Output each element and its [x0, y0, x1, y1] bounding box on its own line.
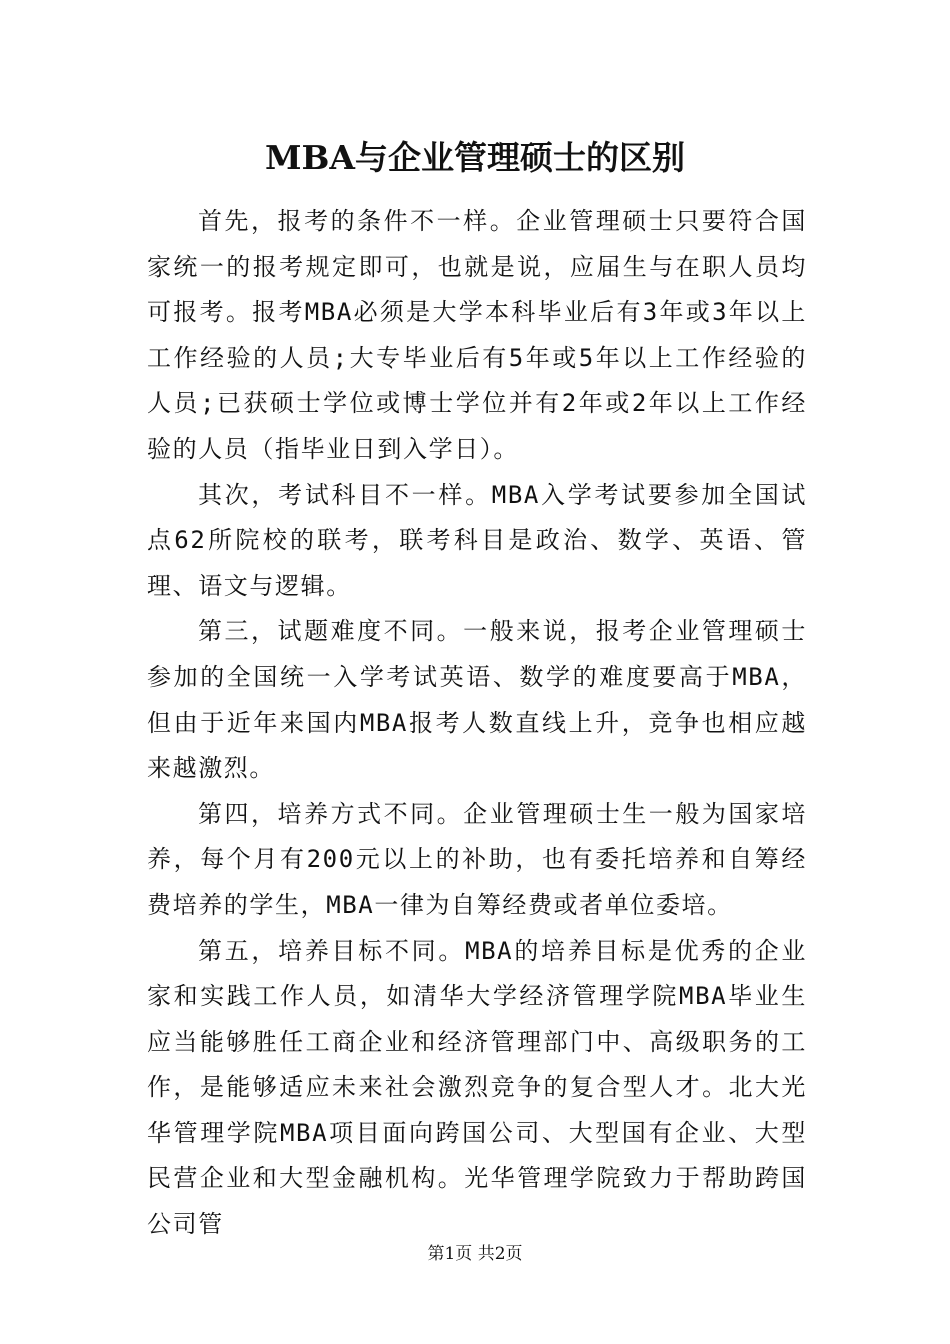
paragraph-2: 其次，考试科目不一样。MBA入学考试要参加全国试点62所院校的联考，联考科目是政治、数学、英语、管理、语文与逻辑。	[147, 480, 807, 600]
document-body	[147, 199, 807, 1248]
page-number-footer: 第1页 共2页	[427, 1244, 523, 1264]
paragraph-4: 第四，培养方式不同。企业管理硕士生一般为国家培养，每个月有200元以上的补助，也有委托培养和自筹经费培养的学生，MBA一律为自筹经费或者单位委培。	[147, 799, 807, 919]
document-title: MBA与企业管理硕士的区别	[264, 138, 686, 177]
paragraph-1: 首先，报考的条件不一样。企业管理硕士只要符合国家统一的报考规定即可，也就是说，应届生与在职人员均可报考。报考MBA必须是大学本科毕业后有3年或3年以上工作经验的人员;大专毕业后有5年或5年以上工作经验的人员;已获硕士学位或博士学位并有2年或2年以上工作经验的人员（指毕业日到入学日）。	[147, 207, 807, 463]
paragraph-5: 第五，培养目标不同。MBA的培养目标是优秀的企业家和实践工作人员，如清华大学经济管理学院MBA毕业生应当能够胜任工商企业和经济管理部门中、高级职务的工作，是能够适应未来社会激烈竞争的复合型人才。北大光华管理学院MBA项目面向跨国公司、大型国有企业、大型民营企业和大型金融机构。光华管理学院致力于帮助跨国公司管	[147, 936, 807, 1239]
paragraph-3: 第三，试题难度不同。一般来说，报考企业管理硕士参加的全国统一入学考试英语、数学的难度要高于MBA，但由于近年来国内MBA报考人数直线上升，竞争也相应越来越激烈。	[147, 617, 807, 783]
